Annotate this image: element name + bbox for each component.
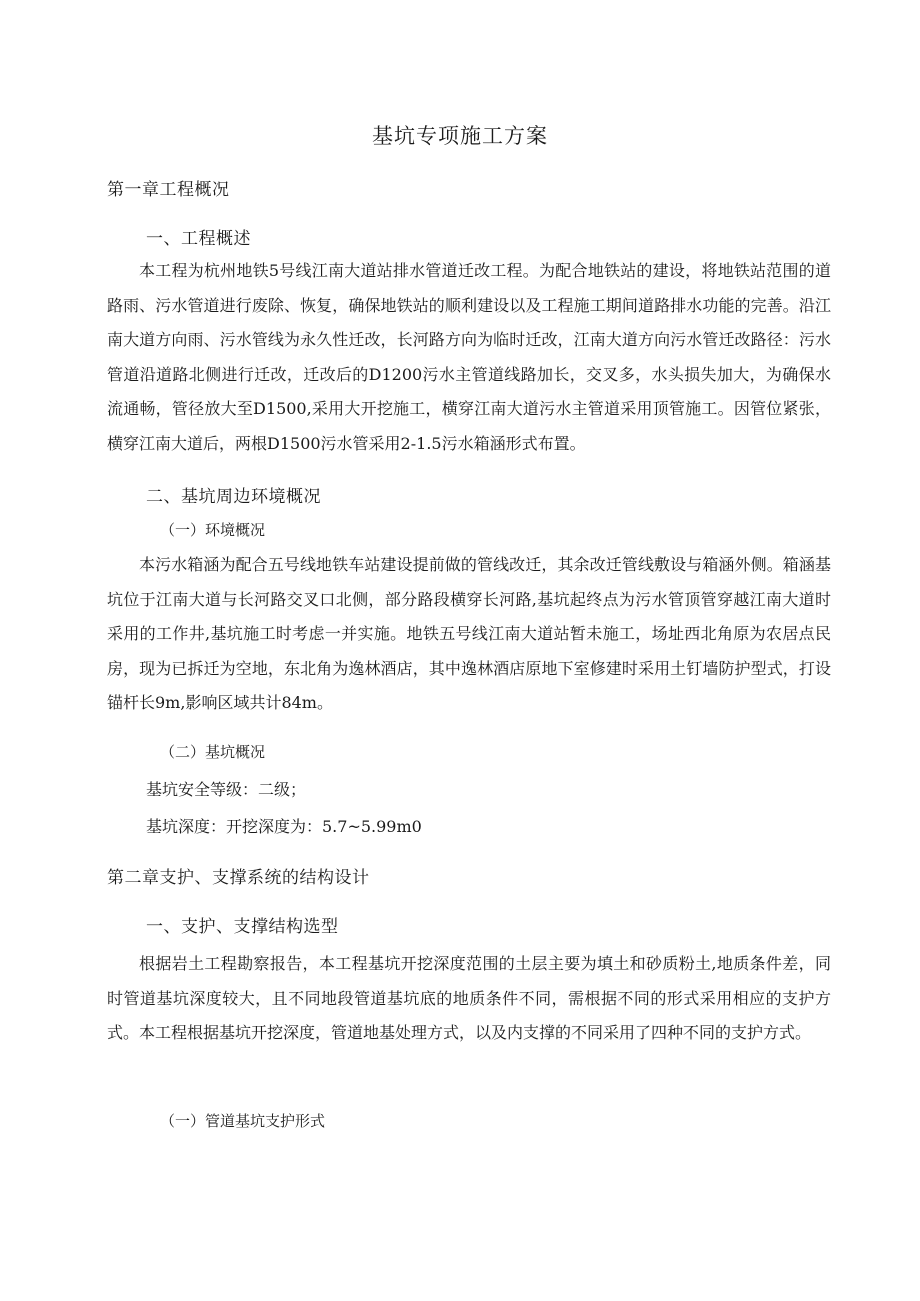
environment-overview-heading: （一）环境概况	[160, 521, 266, 539]
pit-overview-heading: （二）基坑概况	[160, 743, 266, 761]
document-title: 基坑专项施工方案	[372, 124, 548, 148]
pit-depth: 基坑深度：开挖深度为：5.7~5.99m0	[146, 817, 422, 836]
chapter1-section1-heading: 一、工程概述	[146, 229, 251, 249]
pipe-pit-support-heading: （一）管道基坑支护形式	[160, 1112, 326, 1130]
environment-overview-body: 本污水箱涵为配合五号线地铁车站建设提前做的管线改迁，其余改迁管线敷设与箱涵外侧。箱涵基坑位于江南大道与长河路交叉口北侧，部分路段横穿长河路,基坑起终点为污水管顶管穿越江南大道时采用的工作井,基坑施工时考虑一并实施。地铁五号线江南大道站暂未施工，场址西北角原为农居点民房，现为已拆迁为空地，东北角为逸林酒店，其中逸林酒店原地下室修建时采用土钉墙防护型式，打设锚杆长9m,影响区域共计84m。	[107, 555, 831, 713]
chapter2-section1-body: 根据岩土工程勘察报告，本工程基坑开挖深度范围的土层主要为填土和砂质粉土,地质条件差，同时管道基坑深度较大，且不同地段管道基坑底的地质条件不同，需根据不同的形式采用相应的支护方式。本工程根据基坑开挖深度，管道地基处理方式，以及内支撑的不同采用了四种不同的支护方式。	[107, 954, 831, 1043]
chapter2-heading: 第二章支护、支撑系统的结构设计	[107, 868, 370, 888]
chapter1-section1-body: 本工程为杭州地铁5号线江南大道站排水管道迁改工程。为配合地铁站的建设，将地铁站范围的道路雨、污水管道进行废除、恢复，确保地铁站的顺利建设以及工程施工期间道路排水功能的完善。沿江南大道方向雨、污水管线为永久性迁改，长河路方向为临时迁改，江南大道方向污水管迁改路径：污水管道沿道路北侧进行迁改，迁改后的D1200污水主管道线路加长，交叉多，水头损失加大，为确保水流通畅，管径放大至D1500,采用大开挖施工，横穿江南大道污水主管道采用顶管施工。因管位紧张，横穿江南大道后，两根D1500污水管采用2-1.5污水箱涵形式布置。	[107, 261, 831, 453]
chapter1-heading: 第一章工程概况	[107, 180, 230, 200]
pit-safety-level: 基坑安全等级：二级；	[146, 780, 307, 799]
chapter2-section1-heading: 一、支护、支撑结构选型	[146, 917, 339, 937]
chapter1-section2-heading: 二、基坑周边环境概况	[146, 487, 321, 507]
